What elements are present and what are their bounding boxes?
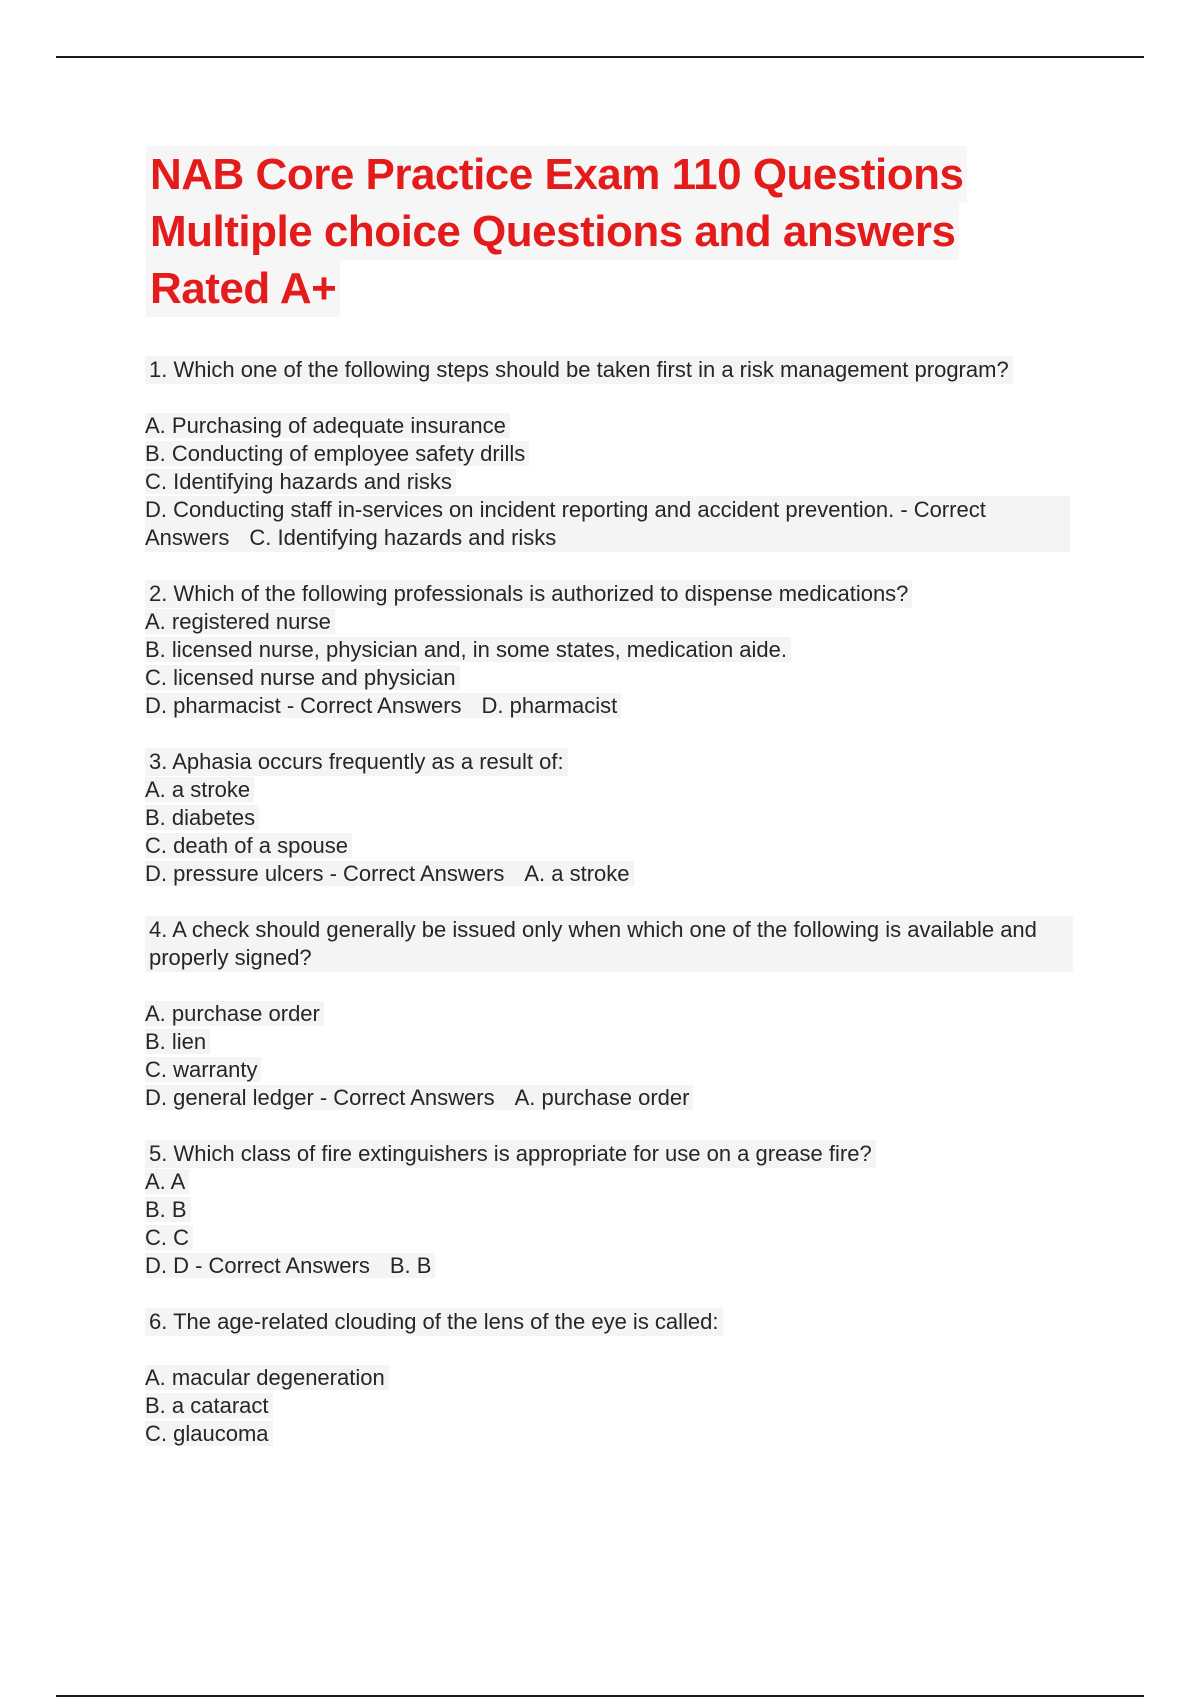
option-a: A. Purchasing of adequate insurance xyxy=(145,412,1075,440)
question-text: 6. The age-related clouding of the lens of the eye is called: xyxy=(145,1308,723,1336)
option-d: D. D - xyxy=(145,1253,203,1278)
option-d-with-answer xyxy=(145,860,1075,888)
option-c: C. C xyxy=(145,1224,1075,1252)
question-list xyxy=(145,356,1075,1448)
option-c: C. licensed nurse and physician xyxy=(145,664,1075,692)
question-text: 4. A check should generally be issued only when which one of the following is available and properly signed? xyxy=(145,916,1073,972)
option-d: D. general ledger - xyxy=(145,1085,328,1110)
option-d: D. pharmacist - xyxy=(145,693,295,718)
correct-answers-label: Correct Answers xyxy=(333,1085,495,1110)
title-line-2: Multiple choice Questions and answers xyxy=(146,203,959,260)
option-b: B. licensed nurse, physician and, in some states, medication aide. xyxy=(145,636,1075,664)
option-d-with-answer xyxy=(145,496,1075,552)
correct-answers-label: Correct Answers xyxy=(145,497,986,550)
title-line-3: Rated A+ xyxy=(146,260,340,317)
option-b: B. B xyxy=(145,1196,1075,1224)
option-d: D. Conducting staff in-services on incident reporting and accident prevention. - xyxy=(145,497,908,522)
question-text: 2. Which of the following professionals is authorized to dispense medications? xyxy=(145,580,912,608)
option-d-with-answer xyxy=(145,692,1075,720)
option-b: B. lien xyxy=(145,1028,1075,1056)
option-a: A. registered nurse xyxy=(145,608,1075,636)
top-rule xyxy=(56,56,1144,58)
question-text: 5. Which class of fire extinguishers is appropriate for use on a grease fire? xyxy=(145,1140,876,1168)
correct-answer-value: A. purchase order xyxy=(514,1085,690,1110)
correct-answers-label: Correct Answers xyxy=(208,1253,370,1278)
option-a: A. a stroke xyxy=(145,776,1075,804)
option-c: C. death of a spouse xyxy=(145,832,1075,860)
option-d: D. pressure ulcers - xyxy=(145,861,337,886)
question-3 xyxy=(145,748,1075,888)
question-2 xyxy=(145,580,1075,720)
option-b: B. a cataract xyxy=(145,1392,1075,1420)
correct-answers-label: Correct Answers xyxy=(342,861,505,886)
option-a: A. macular degeneration xyxy=(145,1364,1075,1392)
option-c: C. glaucoma xyxy=(145,1420,1075,1448)
correct-answer-value: A. a stroke xyxy=(524,861,630,886)
question-5 xyxy=(145,1140,1075,1280)
question-6 xyxy=(145,1308,1075,1448)
option-d-with-answer xyxy=(145,1084,1075,1112)
option-a: A. purchase order xyxy=(145,1000,1075,1028)
correct-answer-value: B. B xyxy=(389,1253,432,1278)
bottom-rule xyxy=(56,1695,1144,1697)
option-b: B. Conducting of employee safety drills xyxy=(145,440,1075,468)
title-line-1: NAB Core Practice Exam 110 Questions xyxy=(146,146,967,203)
correct-answers-label: Correct Answers xyxy=(300,693,462,718)
question-1 xyxy=(145,356,1075,552)
question-4 xyxy=(145,916,1075,1112)
option-d-with-answer xyxy=(145,1252,1075,1280)
correct-answer-value: C. Identifying hazards and risks xyxy=(249,525,557,550)
correct-answer-value: D. pharmacist xyxy=(481,693,618,718)
question-text: 1. Which one of the following steps should be taken first in a risk management program? xyxy=(145,356,1013,384)
document-title xyxy=(146,146,1076,317)
option-a: A. A xyxy=(145,1168,1075,1196)
option-b: B. diabetes xyxy=(145,804,1075,832)
option-c: C. warranty xyxy=(145,1056,1075,1084)
question-text: 3. Aphasia occurs frequently as a result of: xyxy=(145,748,568,776)
option-c: C. Identifying hazards and risks xyxy=(145,468,1075,496)
